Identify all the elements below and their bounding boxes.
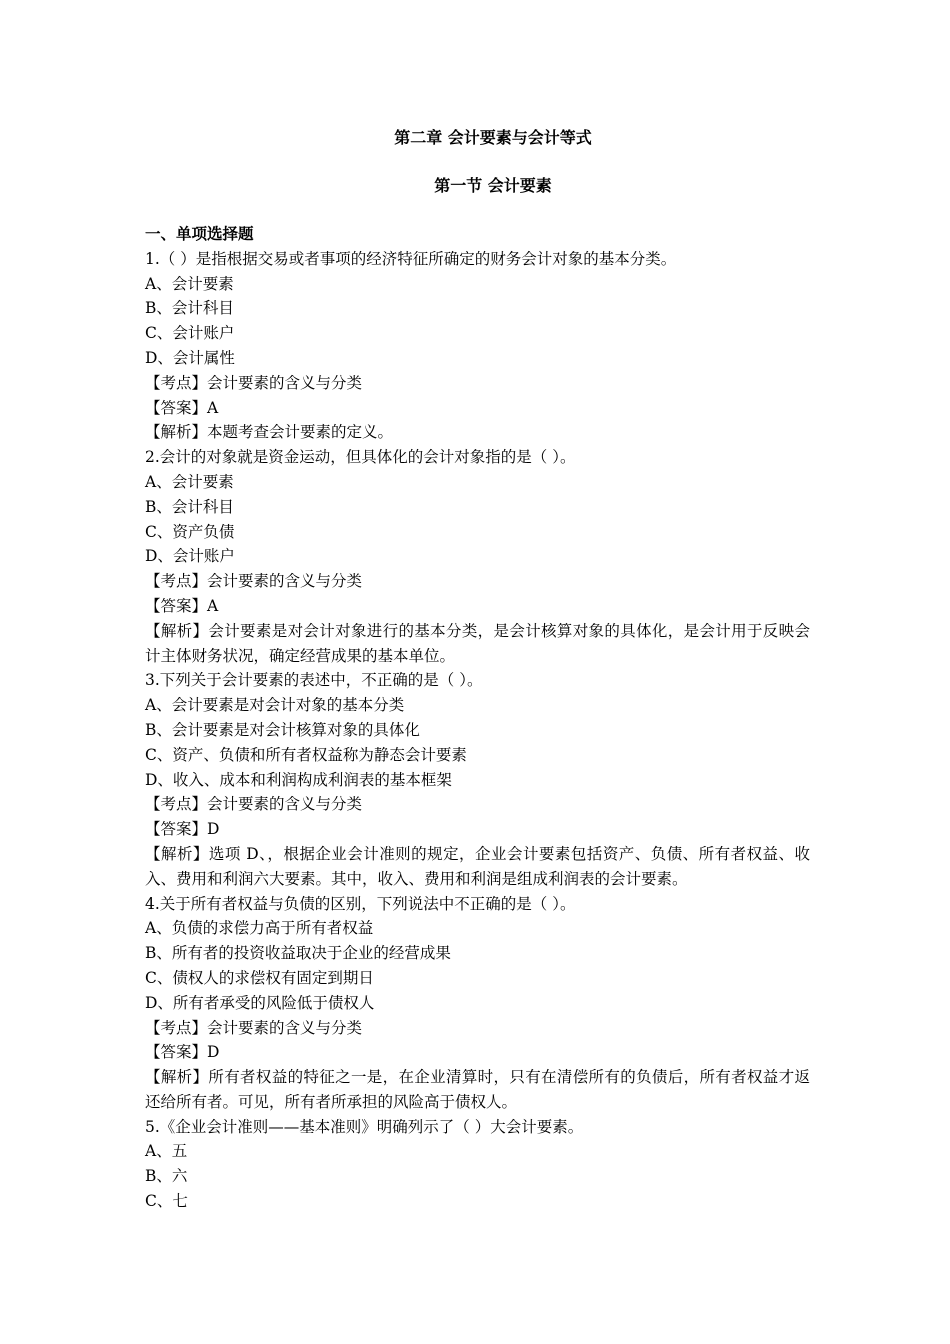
option-a: A、会计要素 [145,472,234,491]
option-b: B、所有者的投资收益取决于企业的经营成果 [145,944,451,963]
answer-line [145,817,810,842]
question-1 [145,247,810,445]
option-b: B、会计科目 [145,299,234,318]
question-stem: 2.会计的对象就是资金运动，但具体化的会计对象指的是（ ）。 [145,448,576,467]
analysis-text: 会计要素是对会计对象进行的基本分类，是会计核算对象的具体化，是会计用于反映会计主体财务状况，确定经营成果的基本单位。 [145,621,810,665]
analysis-text: 选项 D、，根据企业会计准则的规定，企业会计要素包括资产、负债、所有者权益、收入、费用和利润六大要素。其中，收入、费用和利润是组成利润表的会计要素。 [145,844,810,888]
option-d: D、会计账户 [145,547,235,566]
answer-text: D [207,1043,220,1062]
answer-label: 【答案】 [145,596,208,615]
analysis-line [145,842,810,892]
option-d: D、所有者承受的风险低于债权人 [145,993,375,1012]
answer-label: 【答案】 [145,1043,208,1062]
analysis-label: 【解析】 [145,1068,209,1087]
point-line [145,371,810,396]
answer-line [145,396,810,421]
option-a: A、负债的求偿力高于所有者权益 [145,919,374,938]
answer-text: A [207,398,219,417]
point-label: 【考点】 [145,795,208,814]
answer-text: D [207,820,220,839]
question-stem: 4.关于所有者权益与负债的区别，下列说法中不正确的是（ ）。 [145,894,576,913]
analysis-line [145,420,810,445]
answer-label: 【答案】 [145,398,208,417]
answer-text: A [207,596,219,615]
analysis-label: 【解析】 [145,423,208,442]
analysis-line [145,1065,810,1115]
question-stem: 3.下列关于会计要素的表述中，不正确的是（ ）。 [145,671,483,690]
option-b: B、会计科目 [145,497,234,516]
part-heading: 一、单项选择题 [145,225,254,243]
option-c: C、资产、负债和所有者权益称为静态会计要素 [145,745,467,764]
option-d: D、收入、成本和利润构成利润表的基本框架 [145,770,452,789]
option-c: C、会计账户 [145,324,235,343]
point-line [145,792,810,817]
analysis-label: 【解析】 [145,621,209,640]
point-label: 【考点】 [145,373,208,392]
question-content [145,222,810,1214]
answer-line [145,1040,810,1065]
option-c: C、债权人的求偿权有固定到期日 [145,968,374,987]
option-a: A、五 [145,1142,188,1161]
point-line [145,569,810,594]
option-c: C、七 [145,1192,188,1211]
answer-line [145,594,810,619]
point-line [145,1016,810,1041]
option-b: B、会计要素是对会计核算对象的具体化 [145,720,420,739]
point-text: 会计要素的含义与分类 [207,1018,363,1037]
question-stem: 1.（ ）是指根据交易或者事项的经济特征所确定的财务会计对象的基本分类。 [145,249,677,268]
chapter-title: 第二章 会计要素与会计等式 [394,128,592,147]
analysis-text: 所有者权益的特征之一是，在企业清算时，只有在清偿所有的负债后，所有者权益才返还给所有者。可见，所有者所承担的风险高于债权人。 [145,1068,810,1111]
question-5 [145,1115,810,1214]
option-d: D、会计属性 [145,348,235,367]
point-label: 【考点】 [145,1018,208,1037]
point-text: 会计要素的含义与分类 [207,572,363,591]
option-a: A、会计要素是对会计对象的基本分类 [145,696,405,715]
answer-label: 【答案】 [145,820,208,839]
point-text: 会计要素的含义与分类 [207,795,363,814]
analysis-text: 本题考查会计要素的定义。 [207,423,394,442]
question-4 [145,892,810,1115]
question-stem: 5.《企业会计准则——基本准则》明确列示了（ ）大会计要素。 [145,1117,584,1136]
question-2 [145,445,810,668]
section-title: 第一节 会计要素 [434,176,552,195]
analysis-line [145,619,810,669]
option-a: A、会计要素 [145,274,234,293]
question-3 [145,668,810,891]
analysis-label: 【解析】 [145,844,209,863]
point-label: 【考点】 [145,572,208,591]
point-text: 会计要素的含义与分类 [207,373,363,392]
option-b: B、六 [145,1167,188,1186]
option-c: C、资产负债 [145,522,235,541]
